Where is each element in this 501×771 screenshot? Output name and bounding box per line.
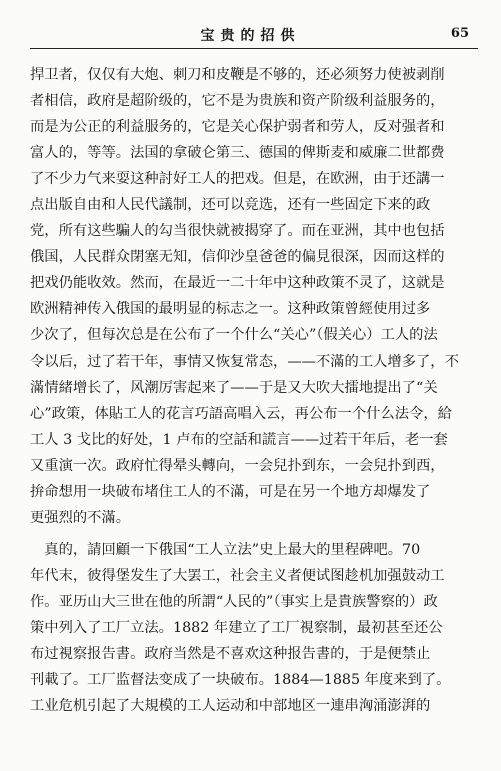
- text-line: 策中列入了工厂立法。1882 年建立了工厂視察制，最初甚至还公: [30, 619, 443, 636]
- text-line: 工业危机引起了大規模的工人运动和中部地区一連串洶涌澎湃的: [30, 698, 431, 715]
- running-title: 宝贵的招供: [200, 28, 301, 44]
- text-line: 点出版自由和人民代議制，还可以竞选，还有一些固定下来的政: [30, 197, 431, 214]
- text-line: 心”政策，体貼工人的花言巧語高唱入云，再公布一个什么法令，給: [30, 405, 452, 422]
- text-line: 滿情緒增长了，风潮厉害起来了——于是又大吹大擂地提出了“关: [30, 379, 438, 396]
- page-body: [30, 62, 478, 719]
- text-line: 刊載了。工厂监督法变成了一块破布。1884—1885 年度来到了。: [30, 672, 451, 689]
- text-line: 令以后，过了若干年，事情又恢复常态，——不滿的工人增多了，不: [30, 353, 459, 370]
- text-line: 拚命想用一块破布堵住工人的不滿，可是在另一个地方却爆发了: [30, 483, 431, 500]
- text-line: 工人 3 戈比的好处，1 卢布的空話和謊言——过若干年后，老一套: [30, 431, 448, 448]
- text-line: 欧洲精神传入俄国的最明显的标志之一。这种政策曾經使用过多: [30, 301, 431, 318]
- text-line: 党，所有这些騙人的勾当很快就被揭穿了。而在亚洲，其中也包括: [30, 223, 445, 240]
- text-line: 更强烈的不滿。: [30, 509, 131, 526]
- text-line: 真的，請回顧一下俄国“工人立法”史上最大的里程碑吧。70: [30, 541, 421, 558]
- paragraph-2: [30, 537, 478, 719]
- text-line: 又重演一次。政府忙得晕头轉向，一会兒扑到东，一会兒扑到西，: [30, 457, 445, 474]
- text-line: 年代末，彼得堡发生了大罢工，社会主义者便试图趁机加强鼓动工: [30, 567, 445, 584]
- text-line: 而是为公正的利益服务的，它是关心保护弱者和劳人，反对强者和: [30, 119, 445, 136]
- header-rule: [30, 48, 478, 49]
- text-line: 者相信，政府是超阶级的，它不是为贵族和资产阶级利益服务的，: [30, 93, 445, 110]
- text-line: 俄国，人民群众閉塞无知，信仰沙皇爸爸的偏見很深，因而这样的: [30, 249, 445, 266]
- text-line: 把戏仍能收效。然而，在最近一二十年中这种政策不灵了，这就是: [30, 275, 445, 292]
- text-line: 富人的，等等。法国的拿破仑第三、德国的俾斯麦和威廉二世都费: [30, 145, 445, 162]
- text-line: 捍卫者，仅仅有大炮、刺刀和皮鞭是不够的，还必须努力使被剥削: [30, 67, 445, 83]
- page-number: 65: [450, 26, 469, 41]
- text-line: 了不少力气来耍这种討好工人的把戏。但是，在欧洲，由于还講一: [30, 171, 445, 188]
- text-line: 少次了，但每次总是在公布了一个什么“关心”（假关心）工人的法: [30, 327, 438, 344]
- text-line: 布过視察报告書。政府当然是不喜欢这种报告書的，于是便禁止: [30, 646, 431, 663]
- page-header: [0, 14, 501, 48]
- text-line: 作。亚历山大三世在他的所謂“人民的”（事实上是貴族警察的）政: [30, 593, 438, 610]
- paragraph-1: [30, 62, 478, 531]
